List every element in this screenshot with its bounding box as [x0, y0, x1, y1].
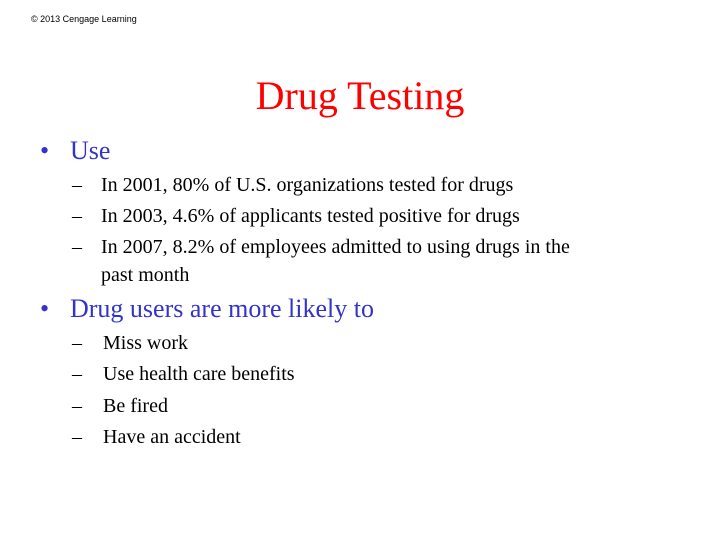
- list-item-text: In 2007, 8.2% of employees admitted to using drugs in the: [101, 236, 570, 258]
- copyright-notice: © 2013 Cengage Learning: [31, 14, 137, 24]
- section-heading-text: Drug users are more likely to: [70, 294, 374, 323]
- dash-icon: –: [72, 174, 82, 196]
- dash-icon: –: [72, 363, 82, 385]
- section-heading-text: Use: [70, 136, 111, 165]
- dash-icon: –: [72, 236, 82, 258]
- section-heading: [40, 294, 374, 324]
- list-item-text: Have an accident: [103, 426, 241, 448]
- list-item-text: In 2003, 4.6% of applicants tested positive for drugs: [101, 205, 520, 227]
- dash-icon: –: [72, 332, 82, 354]
- dash-icon: –: [72, 426, 82, 448]
- bullet-icon: •: [40, 294, 50, 323]
- dash-icon: –: [72, 395, 82, 417]
- list-item-text: past month: [101, 264, 190, 286]
- list-item-text: Use health care benefits: [103, 363, 295, 385]
- dash-icon: –: [72, 205, 82, 227]
- bullet-icon: •: [40, 136, 50, 165]
- list-item-text: In 2001, 80% of U.S. organizations tested for drugs: [101, 174, 514, 196]
- section-heading: [40, 136, 110, 166]
- list-item-text: Miss work: [103, 332, 189, 354]
- slide-title: [0, 72, 720, 120]
- slide-title-text: Drug Testing: [255, 73, 465, 118]
- list-item-text: Be fired: [103, 395, 168, 417]
